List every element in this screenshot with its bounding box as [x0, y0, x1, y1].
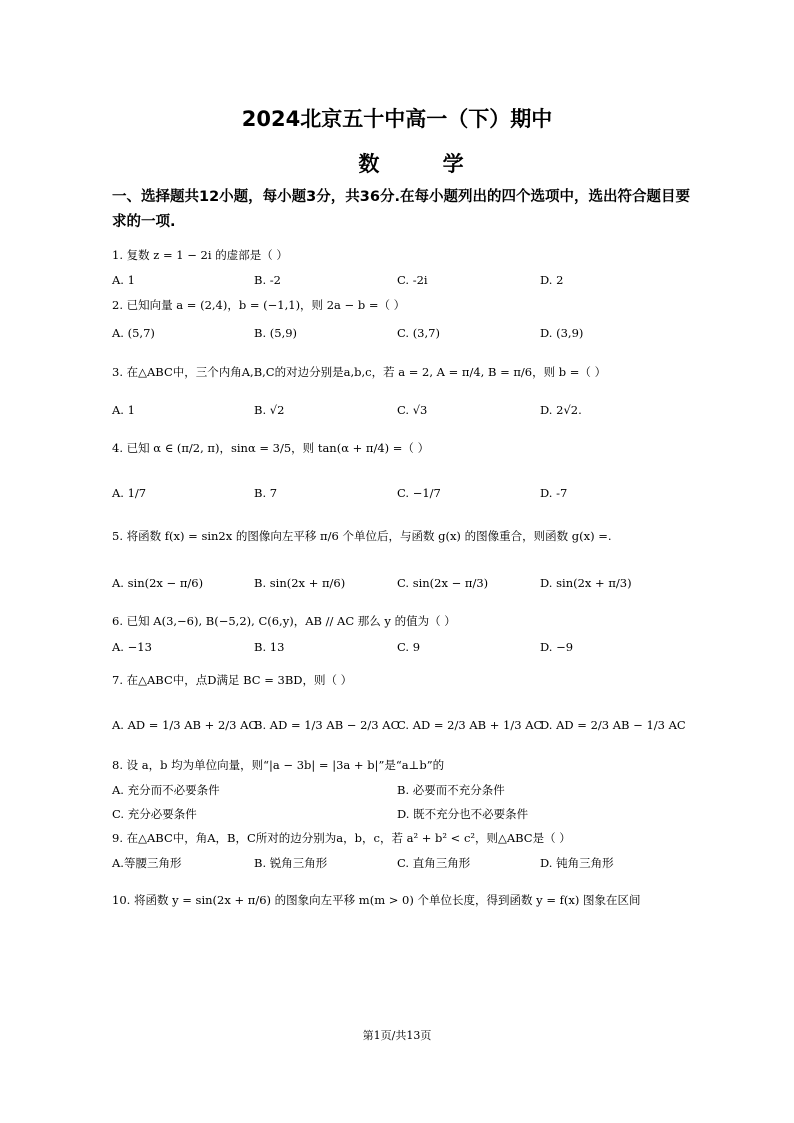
question-8-stem: 8. 设 a，b 均为单位向量，则“|a − 3b| = |3a + b|”是“a⊥b”的 — [112, 758, 445, 772]
question-1-stem: 1. 复数 z = 1 − 2i 的虚部是（ ） — [112, 248, 288, 262]
q5-option-c: C. sin(2x − π/3) — [397, 576, 489, 590]
q4-option-b: B. 7 — [254, 486, 278, 500]
q9-option-c: C. 直角三角形 — [397, 856, 471, 870]
q5-option-b: B. sin(2x + π/6) — [254, 576, 346, 590]
q6-option-d: D. −9 — [540, 640, 574, 654]
q7-option-b: B. AD = 1/3 AB − 2/3 AC — [254, 718, 400, 732]
q6-option-a: A. −13 — [112, 640, 152, 654]
q7-option-c: C. AD = 2/3 AB + 1/3 AC — [397, 718, 543, 732]
q6-option-b: B. 13 — [254, 640, 285, 654]
q2-option-b: B. (5,9) — [254, 326, 298, 340]
question-6-stem: 6. 已知 A(3,−6), B(−5,2), C(6,y)，AB // AC 那么 y 的值为（ ） — [112, 614, 456, 628]
page-title: 2024北京五十中高一（下）期中 — [241, 107, 553, 131]
subject-title: 数 学 — [358, 152, 492, 176]
q4-option-c: C. −1/7 — [397, 486, 441, 500]
q3-option-b: B. √2 — [254, 403, 285, 417]
q8-option-b: B. 必要而不充分条件 — [397, 783, 505, 797]
page-footer: 第1页/共13页 — [362, 1029, 432, 1042]
q2-option-c: C. (3,7) — [397, 326, 440, 340]
q7-option-a: A. AD = 1/3 AB + 2/3 AC — [112, 718, 258, 732]
q9-option-d: D. 钝角三角形 — [540, 856, 614, 870]
q4-option-d: D. -7 — [540, 486, 568, 500]
q9-option-a: A.等腰三角形 — [112, 856, 182, 870]
q9-option-b: B. 锐角三角形 — [254, 856, 328, 870]
q1-option-c: C. -2i — [397, 273, 428, 287]
q1-option-a: A. 1 — [112, 273, 135, 287]
q4-option-a: A. 1/7 — [112, 486, 147, 500]
q3-option-d: D. 2√2. — [540, 403, 582, 417]
q5-option-d: D. sin(2x + π/3) — [540, 576, 632, 590]
q5-option-a: A. sin(2x − π/6) — [112, 576, 204, 590]
q6-option-c: C. 9 — [397, 640, 421, 654]
q3-option-a: A. 1 — [112, 403, 135, 417]
q2-option-d: D. (3,9) — [540, 326, 584, 340]
q2-option-a: A. (5,7) — [112, 326, 155, 340]
question-4-stem: 4. 已知 α ∈ (π/2, π)，sinα = 3/5，则 tan(α + π/4) =（ ） — [112, 441, 430, 455]
q3-option-c: C. √3 — [397, 403, 428, 417]
q8-option-c: C. 充分必要条件 — [112, 807, 197, 821]
section-heading: 一、选择题共12小题，每小题3分，共36分.在每小题列出的四个选项中，选出符合题目要求的一项. — [112, 189, 690, 230]
q1-option-d: D. 2 — [540, 273, 564, 287]
q1-option-b: B. -2 — [254, 273, 281, 287]
question-2-stem: 2. 已知向量 a = (2,4)，b = (−1,1)，则 2a − b =（ ） — [112, 298, 406, 312]
q8-option-d: D. 既不充分也不必要条件 — [397, 807, 529, 821]
question-9-stem: 9. 在△ABC中，角A，B，C所对的边分别为a，b，c，若 a² + b² < c²，则△ABC是（ ） — [112, 831, 571, 845]
q8-option-a: A. 充分而不必要条件 — [112, 783, 220, 797]
q7-option-d: D. AD = 2/3 AB − 1/3 AC — [540, 718, 686, 732]
question-10-stem: 10. 将函数 y = sin(2x + π/6) 的图象向左平移 m(m > 0) 个单位长度，得到函数 y = f(x) 图象在区间 — [112, 893, 641, 907]
question-3-stem: 3. 在△ABC中，三个内角A,B,C的对边分别是a,b,c，若 a = 2, A = π/4, B = π/6，则 b =（ ） — [112, 365, 607, 379]
question-7-stem: 7. 在△ABC中，点D满足 BC = 3BD，则（ ） — [112, 673, 353, 687]
question-5-stem: 5. 将函数 f(x) = sin2x 的图像向左平移 π/6 个单位后，与函数 g(x) 的图像重合，则函数 g(x) =. — [112, 529, 612, 543]
